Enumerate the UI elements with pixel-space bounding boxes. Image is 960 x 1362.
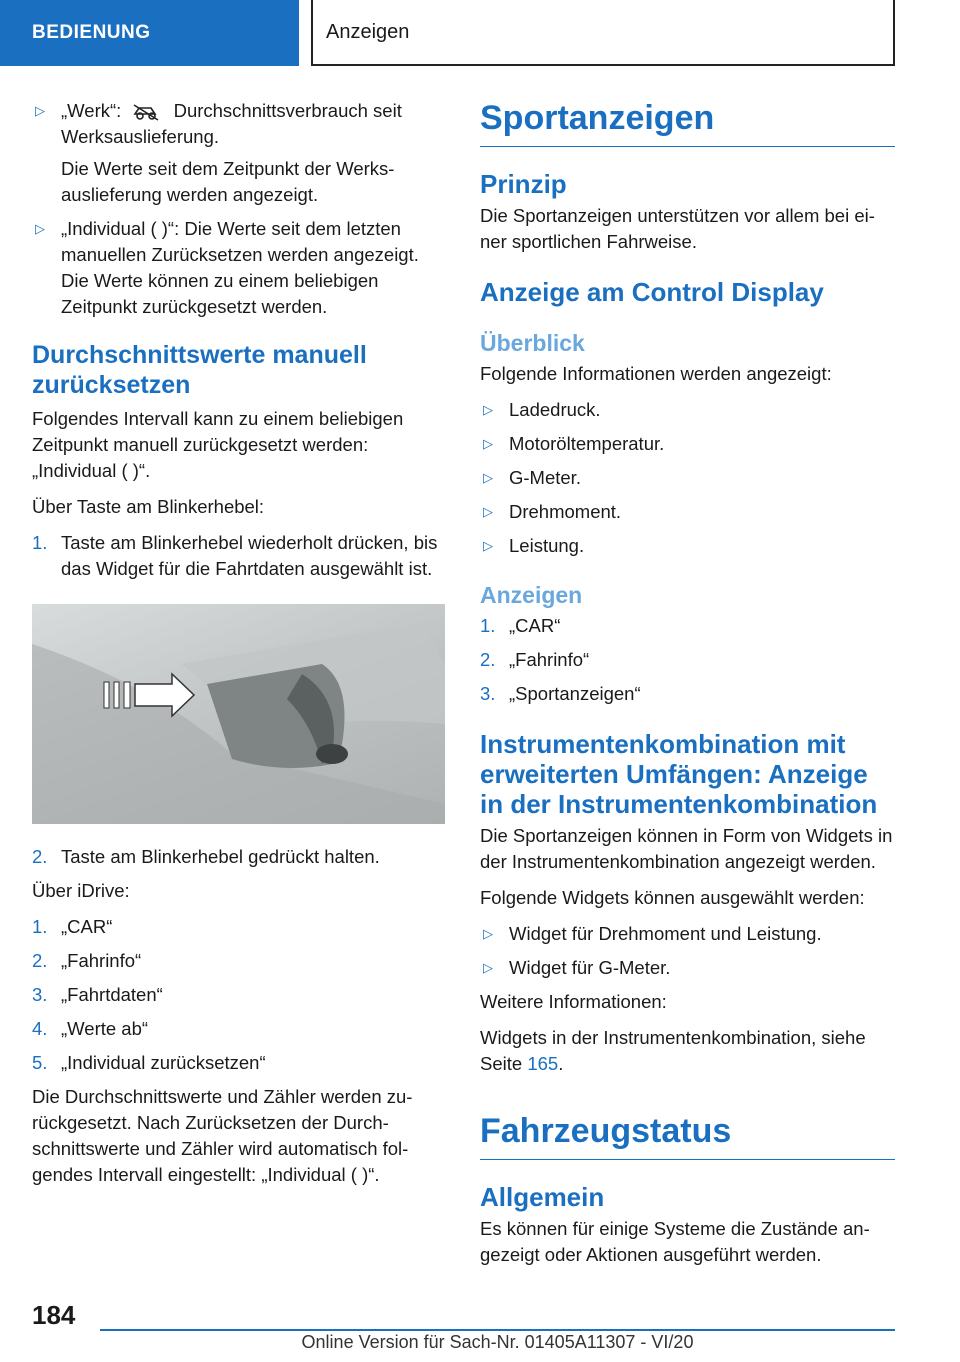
list-item [480, 499, 895, 525]
step-item [32, 1016, 445, 1042]
page-header-title: Anzeigen [326, 20, 410, 43]
section-label: BEDIENUNG [32, 22, 151, 43]
step-item [480, 613, 895, 639]
list-item [32, 98, 445, 208]
triangle-right-icon: ▷ [483, 538, 493, 553]
list-item [480, 921, 895, 947]
step-number: 2. [32, 950, 48, 971]
page-number: 184 [32, 1300, 76, 1330]
step-item [32, 948, 445, 974]
list-item-text: Motoröltemperatur. [509, 433, 665, 454]
paragraph: Die Sportanzeigen können in Form von Widgets in der Instrumentenkombination angezeigt werden. [480, 825, 893, 872]
step-item [32, 982, 445, 1008]
list-item [480, 431, 895, 457]
ref-end: . [558, 1053, 564, 1074]
step-text: Taste am Blinkerhebel wiederholt drücken, bis das Widget für die Fahrtdaten ausgewählt ist. [61, 532, 438, 579]
list-item [480, 465, 895, 491]
triangle-right-icon: ▷ [35, 103, 45, 118]
list-item-text: Widget für G-Meter. [509, 957, 671, 978]
step-item [480, 681, 895, 707]
chapter-title: Fahrzeugstatus [480, 1111, 895, 1160]
subsection-heading: Anzeigen [480, 582, 583, 608]
individual-desc: „Individual ( )“: Die Werte seit dem letzten manuellen Zurücksetzen werden angezeigt. Die Werte können zu einem beliebigen Zeitpunkt zurückgesetzt werden. [61, 218, 419, 317]
page-link[interactable]: 165 [527, 1053, 559, 1074]
ref-text: Widgets in der Instrumentenkombination, siehe Seite [480, 1027, 866, 1074]
step-text: „CAR“ [509, 615, 561, 636]
step-number: 2. [32, 846, 48, 867]
step-text: „Fahrtdaten“ [61, 984, 163, 1005]
step-item [32, 914, 445, 940]
paragraph: Über iDrive: [32, 880, 130, 901]
triangle-right-icon: ▷ [35, 221, 45, 236]
section-heading: Anzeige am Control Display [480, 277, 824, 307]
page-header [311, 0, 895, 66]
werk-sub: Die Werte seit dem Zeitpunkt der Werksauslieferung werden angezeigt. [61, 158, 395, 205]
list-item [480, 955, 895, 981]
paragraph: Folgende Widgets können ausgewählt werden: [480, 887, 865, 908]
list-item [480, 397, 895, 423]
car-factory-icon [132, 103, 160, 121]
chapter-title: Sportanzeigen [480, 98, 895, 147]
subsection-heading: Überblick [480, 330, 585, 356]
step-text: „Individual zurücksetzen“ [61, 1052, 266, 1073]
footer-text: Online Version für Sach-Nr. 01405A11307 - VI/20 [301, 1332, 694, 1352]
list-item-text: Drehmoment. [509, 501, 622, 522]
lever-illustration [32, 604, 445, 824]
step-text: „Fahrinfo“ [509, 649, 590, 670]
step-number: 3. [32, 984, 48, 1005]
paragraph: Folgendes Intervall kann zu einem beliebigen Zeitpunkt manuell zurückgesetzt werden: „Individual ( )“. [32, 408, 404, 481]
list-item [32, 216, 445, 320]
section-tab [0, 0, 299, 66]
paragraph: Die Durchschnittswerte und Zähler werden zurückgesetzt. Nach Zurücksetzen der Durchschnittswerte und Zähler wird automatisch folgendes Intervall eingestellt: „Individual ( )“. [32, 1086, 413, 1185]
triangle-right-icon: ▷ [483, 436, 493, 451]
section-heading: Prinzip [480, 169, 567, 199]
step-item [480, 647, 895, 673]
triangle-right-icon: ▷ [483, 926, 493, 941]
paragraph: Weitere Informationen: [480, 991, 667, 1012]
paragraph: Es können für einige Systeme die Zustände angezeigt oder Aktionen ausgeführt werden. [480, 1218, 870, 1265]
section-heading: Allgemein [480, 1182, 605, 1212]
step-text: Taste am Blinkerhebel gedrückt halten. [61, 846, 380, 867]
list-item-text: G-Meter. [509, 467, 581, 488]
werk-desc: Durchschnittsverbrauch seit Werksauslieferung. [61, 100, 402, 147]
step-text: „Fahrinfo“ [61, 950, 142, 971]
paragraph: Folgende Informationen werden angezeigt: [480, 363, 832, 384]
list-item-text: Ladedruck. [509, 399, 601, 420]
idrive-steps [32, 914, 445, 1076]
step-number: 4. [32, 1018, 48, 1039]
step-item [32, 1050, 445, 1076]
step-number: 5. [32, 1052, 48, 1073]
step-text: „Sportanzeigen“ [509, 683, 641, 704]
list-item [480, 533, 895, 559]
list-item-text: Widget für Drehmoment und Leistung. [509, 923, 822, 944]
step-number: 1. [32, 916, 48, 937]
triangle-right-icon: ▷ [483, 504, 493, 519]
left-column [32, 98, 445, 1198]
step-item [32, 844, 445, 870]
triangle-right-icon: ▷ [483, 470, 493, 485]
triangle-right-icon: ▷ [483, 960, 493, 975]
section-heading: Instrumentenkombination mit erweiterten Umfängen: Anzeige in der Instrumentenkombination [480, 729, 878, 819]
right-column [480, 98, 895, 1278]
step-text: „Werte ab“ [61, 1018, 149, 1039]
turn-signal-lever-image [32, 604, 445, 824]
cross-reference [480, 1025, 895, 1077]
werk-label: „Werk“: [61, 100, 122, 121]
paragraph: Die Sportanzeigen unterstützen vor allem bei einer sportlichen Fahrweise. [480, 205, 875, 252]
step-number: 1. [32, 532, 48, 553]
step-item [32, 530, 445, 582]
footer-rule [100, 1329, 895, 1331]
step-number: 3. [480, 683, 496, 704]
list-item-text: Leistung. [509, 535, 585, 556]
section-heading: Durchschnittswerte manuell zurücksetzen [32, 341, 367, 399]
step-number: 1. [480, 615, 496, 636]
step-number: 2. [480, 649, 496, 670]
step-text: „CAR“ [61, 916, 113, 937]
triangle-right-icon: ▷ [483, 402, 493, 417]
paragraph: Über Taste am Blinkerhebel: [32, 496, 265, 517]
